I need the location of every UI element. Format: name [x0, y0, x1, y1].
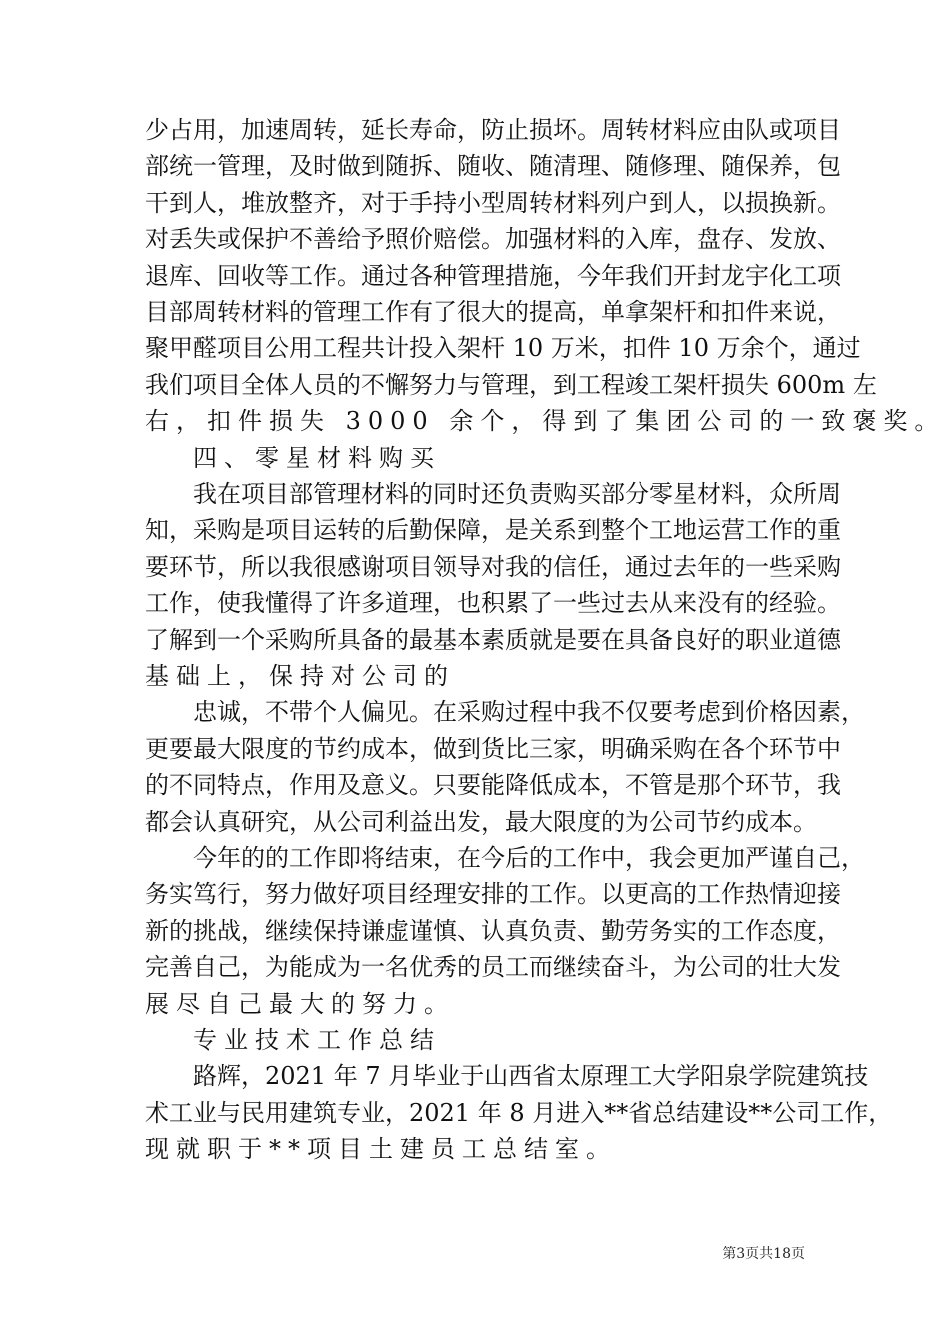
text-line: 的不同特点，作用及意义。只要能降低成本，不管是那个环节，我 — [145, 771, 841, 800]
text-line: 部统一管理，及时做到随拆、随收、随清理、随修理、随保养，包 — [145, 152, 841, 181]
text-line: 目部周转材料的管理工作有了很大的提高，单拿架杆和扣件来说， — [145, 298, 841, 326]
text-line: 我们项目全体人员的不懈努力与管理，到工程竣工架杆损失 600m 左 — [145, 370, 877, 399]
text-line: 少占用，加速周转，延长寿命，防止损坏。周转材料应由队或项目 — [145, 116, 841, 144]
page-number-footer: 第3页共18页 — [722, 1246, 805, 1262]
text-line: 基础上，保持对公司的 — [145, 662, 455, 690]
text-line: 右，扣件损失 3000 余个，得到了集团公司的一致褒奖。 — [145, 407, 946, 436]
text-line: 术工业与民用建筑专业，2021 年 8 月进入**省总结建设**公司工作， — [145, 1098, 893, 1127]
text-line: 忠诚，不带个人偏见。在采购过程中我不仅要考虑到价格因素， — [193, 698, 865, 727]
text-line: 更要最大限度的节约成本，做到货比三家，明确采购在各个环节中 — [145, 734, 841, 763]
text-line: 退库、回收等工作。通过各种管理措施，今年我们开封龙宇化工项 — [145, 261, 841, 290]
text-line: 聚甲醛项目公用工程共计投入架杆 10 万米，扣件 10 万余个，通过 — [145, 334, 861, 363]
text-line: 对丢失或保护不善给予照价赔偿。加强材料的入库，盘存、发放、 — [145, 225, 841, 254]
text-line: 现就职于**项目土建员工总结室。 — [145, 1135, 617, 1164]
text-line: 务实笃行，努力做好项目经理安排的工作。以更高的工作热情迎接 — [145, 880, 841, 909]
text-line: 要环节，所以我很感谢项目领导对我的信任，通过去年的一些采购 — [145, 552, 841, 581]
text-line: 工作，使我懂得了许多道理，也积累了一些过去从来没有的经验。 — [145, 589, 841, 618]
text-line: 我在项目部管理材料的同时还负责购买部分零星材料，众所周 — [193, 480, 841, 508]
text-line: 专业技术工作总结 — [193, 1026, 441, 1054]
text-line: 四、零星材料购买 — [193, 443, 441, 472]
text-line: 今年的的工作即将结束，在今后的工作中，我会更加严谨自己， — [193, 844, 865, 872]
text-line: 都会认真研究，从公司利益出发，最大限度的为公司节约成本。 — [145, 807, 817, 836]
text-line: 了解到一个采购所具备的最基本素质就是要在具备良好的职业道德 — [145, 625, 841, 654]
text-line: 知，采购是项目运转的后勤保障，是关系到整个工地运营工作的重 — [145, 516, 841, 545]
text-line: 展尽自己最大的努力。 — [145, 989, 455, 1018]
text-line: 新的挑战，继续保持谦虚谨慎、认真负责、勤劳务实的工作态度， — [145, 916, 841, 945]
text-line: 干到人，堆放整齐，对于手持小型周转材料列户到人，以损换新。 — [145, 188, 841, 217]
text-line: 完善自己，为能成为一名优秀的员工而继续奋斗，为公司的壮大发 — [145, 953, 841, 982]
text-line: 路辉，2021 年 7 月毕业于山西省太原理工大学阳泉学院建筑技 — [193, 1062, 869, 1091]
